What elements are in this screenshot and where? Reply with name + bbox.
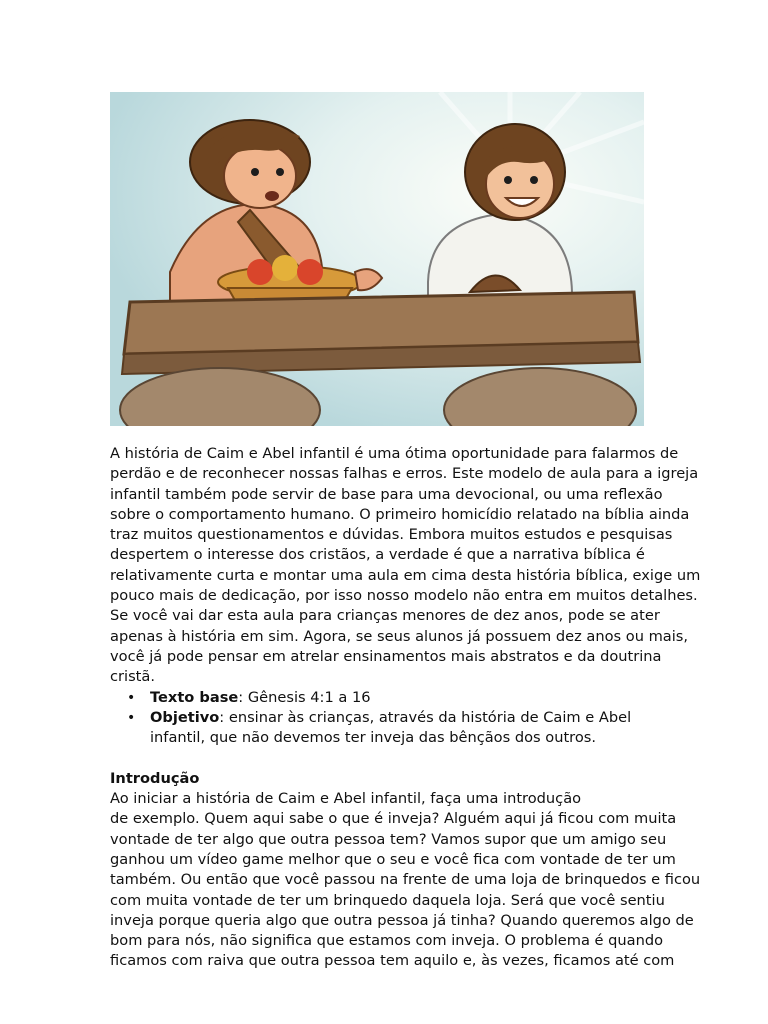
bullet-text: : ensinar às crianças, através da história de Caim e Abel infantil, que não devemos ter inveja das bênçãos dos outros. xyxy=(150,708,632,747)
text-line: também. Ou então que você passou na frente de uma loja de brinquedos e ficou xyxy=(110,871,701,889)
text-line: pouco mais de dedicação, por isso nosso modelo não entra em muitos detalhes. xyxy=(110,587,698,605)
list-item-objective xyxy=(150,708,690,749)
text-line: relativamente curta e montar uma aula em cima desta história bíblica, exige um xyxy=(110,566,701,584)
list-item-base-text xyxy=(150,688,690,708)
text-line: de exemplo. Quem aqui sabe o que é inveja? Alguém aqui já ficou com muita xyxy=(110,810,677,828)
text-line: perdão e de reconhecer nossas falhas e erros. Este modelo de aula para a igreja xyxy=(110,465,699,483)
intro-paragraph xyxy=(110,444,701,688)
text-line: infantil também pode servir de base para uma devocional, ou uma reflexão xyxy=(110,485,663,503)
text-line: Ao iniciar a história de Caim e Abel infantil, faça uma introdução xyxy=(110,790,582,808)
text-line: bom para nós, não significa que estamos com inveja. O problema é quando xyxy=(110,932,664,950)
text-line: ganhou um vídeo game melhor que o seu e você fica com vontade de ter um xyxy=(110,850,676,868)
bullet-label: Objetivo xyxy=(150,708,220,726)
section-heading-introducao: Introdução xyxy=(110,769,200,787)
cain-and-abel-illustration xyxy=(110,92,644,426)
bullet-text: : Gênesis 4:1 a 16 xyxy=(238,688,371,706)
text-line: vontade de ter algo que outra pessoa tem? Vamos supor que um amigo seu xyxy=(110,830,667,848)
text-line: A história de Caim e Abel infantil é uma ótima oportunidade para falarmos de xyxy=(110,445,679,462)
introduction-paragraph xyxy=(110,789,701,972)
text-line: apenas à história em sim. Agora, se seus alunos já possuem dez anos ou mais, xyxy=(110,627,689,645)
text-line: ficamos com raiva que outra pessoa tem aquilo e, às vezes, ficamos até com xyxy=(110,952,675,970)
text-line: sobre o comportamento humano. O primeiro homicídio relatado na bíblia ainda xyxy=(110,505,690,523)
text-line: você já pode pensar em atrelar ensinamentos mais abstratos e da doutrina xyxy=(110,647,662,665)
lesson-info-list xyxy=(110,688,690,749)
text-line: com muita vontade de ter um brinquedo daquela loja. Será que você sentiu xyxy=(110,891,665,909)
paragraph-spacer xyxy=(110,748,690,768)
text-line: Se você vai dar esta aula para crianças menores de dez anos, pode se ater xyxy=(110,607,660,625)
text-line: cristã. xyxy=(110,668,155,686)
article-body xyxy=(110,444,701,972)
text-line: inveja porque queria algo que outra pessoa já tinha? Quando queremos algo de xyxy=(110,911,694,929)
bullet-label: Texto base xyxy=(150,688,239,706)
text-line: traz muitos questionamentos e dúvidas. Embora muitos estudos e pesquisas xyxy=(110,526,673,544)
text-line: despertem o interesse dos cristãos, a verdade é que a narrativa bíblica é xyxy=(110,546,645,564)
